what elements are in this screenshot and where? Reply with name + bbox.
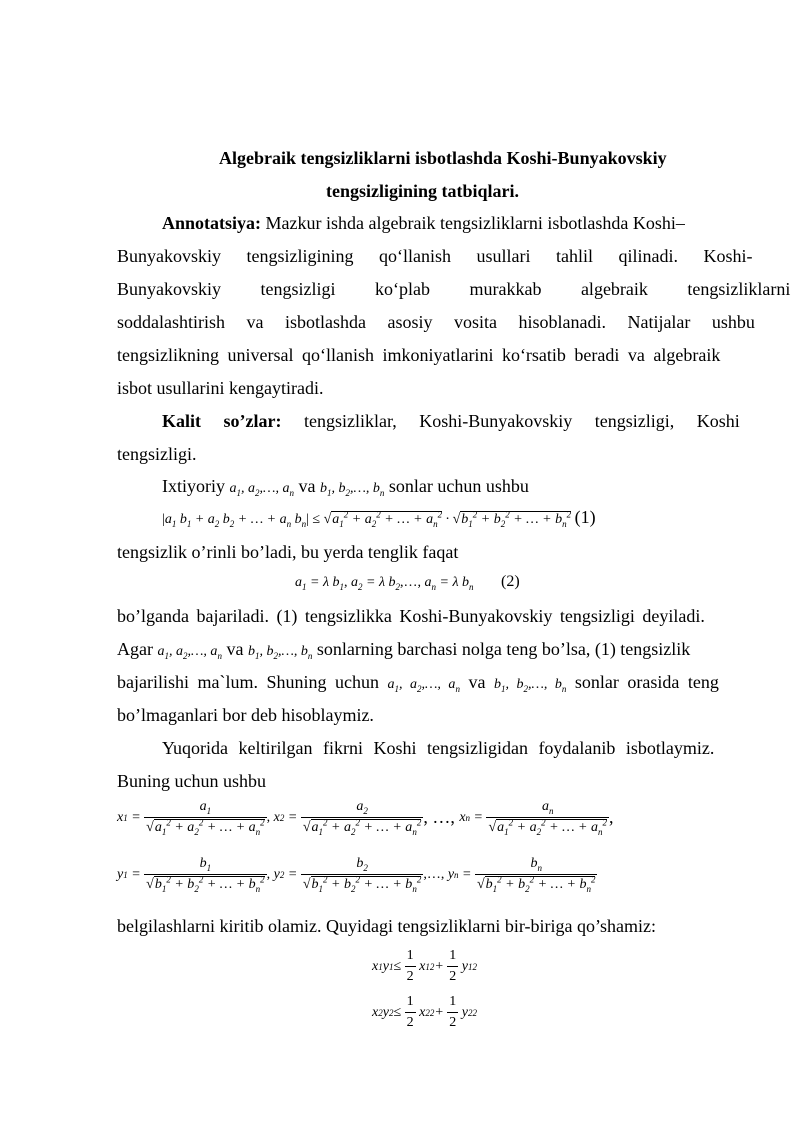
title-line-2: tengsizligining tatbiqlari. bbox=[326, 181, 520, 201]
keywords-line-1 bbox=[162, 410, 740, 432]
p1-line-1: bo’lganda bajariladi. (1) tengsizlikka Koshi-Bunyakovskiy tengsizligi deyiladi. bbox=[117, 606, 705, 626]
x-definitions: x 1 = $\frac{a_1}{√a_1^2 + a_2^2 + \dots + a_n^2}$ , x 2 = $\frac{a_2}{√a_1^2 + a_2^2 + \dots + a_n^2}$ , …, x n = $\frac{a_n}{√a_1^2 + a_2^2 + \dots + a_n^2}$ , bbox=[117, 799, 614, 837]
p1-line-4: bo’lmaganlari bor deb hisoblaymiz. bbox=[117, 705, 374, 725]
p1-line-3-a: bajarilishi ma`lum. Shuning uchun bbox=[117, 672, 379, 692]
a-sequence-3: $a_1$, $a_2,\dots$, $a_n$ bbox=[387, 677, 460, 694]
intro-va: va bbox=[298, 476, 316, 496]
equation-2-label: (2) bbox=[501, 573, 520, 590]
annotation-line-5: tengsizlikning universal qo‘llanish imkoniyatlarini ko‘rsatib beradi va algebraik bbox=[117, 345, 721, 365]
p1-line-2-a: Agar bbox=[117, 639, 153, 659]
p1-line-2-b: sonlarning barchasi nolga teng bo’lsa, (1) tengsizlik bbox=[316, 639, 691, 659]
y-definitions: y 1 = $\frac{b_1}{√b_1^2 + b_2^2 + \dots + b_n^2}$ , y 2 = $\frac{b_2}{√b_1^2 + b_2^2 + \dots + b_n^2}$ ,…, y n = $\frac{b_n}{√b_1^2 + b_2^2 + \dots + b_n^2}$ bbox=[117, 856, 596, 894]
b-sequence-3: $b_1$, $b_2,\dots$, $b_n$ bbox=[493, 677, 567, 694]
p2-line-2: Buning uchun ushbu bbox=[117, 771, 267, 791]
b-sequence: $b_1$, $b_2,\dots$, $b_n$ bbox=[319, 481, 385, 498]
p2-line-1: Yuqorida keltirilgan fikrni Koshi tengsizligidan foydalanib isbotlaymiz. bbox=[162, 738, 715, 758]
p1-line-3-va: va bbox=[468, 672, 486, 692]
annotation-line-2: Bunyakovskiy tengsizligining qo‘llanish usullari tahlil qilinadi. Koshi- bbox=[117, 246, 753, 266]
title-line-1: Algebraik tengsizliklarni isbotlashda Koshi-Bunyakovskiy bbox=[219, 148, 667, 168]
p1-line-3 bbox=[117, 671, 719, 696]
equation-1-label: (1) bbox=[574, 507, 596, 527]
intro-prefix: Ixtiyoriy bbox=[162, 476, 225, 496]
keywords-line-2: tengsizligi. bbox=[117, 444, 197, 464]
annotation-line-4: soddalashtirish va isbotlashda asosiy vosita hisoblanadi. Natijalar ushbu bbox=[117, 312, 755, 332]
intro-line bbox=[162, 475, 529, 500]
keywords-label: Kalit so’zlar: bbox=[162, 411, 282, 431]
keywords-text: tengsizliklar, Koshi-Bunyakovskiy tengsizligi, Koshi bbox=[303, 411, 740, 431]
b-sequence-2: $b_1$, $b_2,\dots$, $b_n$ bbox=[247, 644, 313, 661]
intro-suffix: sonlar uchun ushbu bbox=[388, 476, 529, 496]
p3-line-1: belgilashlarni kiritib olamiz. Quyidagi tengsizliklarni bir-biriga qo’shamiz: bbox=[117, 916, 657, 936]
after-equation-1: tengsizlik o’rinli bo’ladi, bu yerda tenglik faqat bbox=[117, 542, 459, 562]
equation-2: $a_1 = \lambda$ $b_1$, $a_2 = \lambda$ $b_2,\dots$, $a_n = \lambda$ $b_n$ (2) bbox=[295, 573, 520, 592]
inequality-2: x 2 y 2 ≤ $\frac{1}{2}$ x 2 2 + $\frac{1}{2}$ y 2 2 bbox=[372, 994, 478, 1030]
annotation-text-1: Mazkur ishda algebraik tengsizliklarni isbotlashda Koshi– bbox=[265, 213, 685, 233]
p1-line-3-b: sonlar orasida teng bbox=[574, 672, 719, 692]
a-sequence-2: $a_1$, $a_2,\dots$, $a_n$ bbox=[157, 644, 222, 661]
p1-line-2 bbox=[117, 638, 690, 663]
annotation-line-6: isbot usullarini kengaytiradi. bbox=[117, 378, 324, 398]
annotation-line-3: Bunyakovskiy tengsizligi ko‘plab murakkab algebraik tengsizliklarni bbox=[117, 279, 791, 299]
annotation-line-1 bbox=[162, 212, 742, 234]
a-sequence: $a_1$, $a_2,\dots$, $a_n$ bbox=[229, 481, 294, 498]
equation-1: $|a_1$ $b_1 + a_2$ $b_2$ + … + $a_n$ $b_n| \le √a_1^2 + a_2^2$ + … + $a_n^2 \cdot √b_1^2 + b_2^2$ + … + $b_n^2$ (1) bbox=[162, 507, 596, 529]
inequality-1: x 1 y 1 ≤ $\frac{1}{2}$ x 1 2 + $\frac{1}{2}$ y 1 2 bbox=[372, 948, 478, 984]
p1-line-2-va: va bbox=[226, 639, 244, 659]
annotation-label: Annotatsiya: bbox=[162, 213, 262, 233]
